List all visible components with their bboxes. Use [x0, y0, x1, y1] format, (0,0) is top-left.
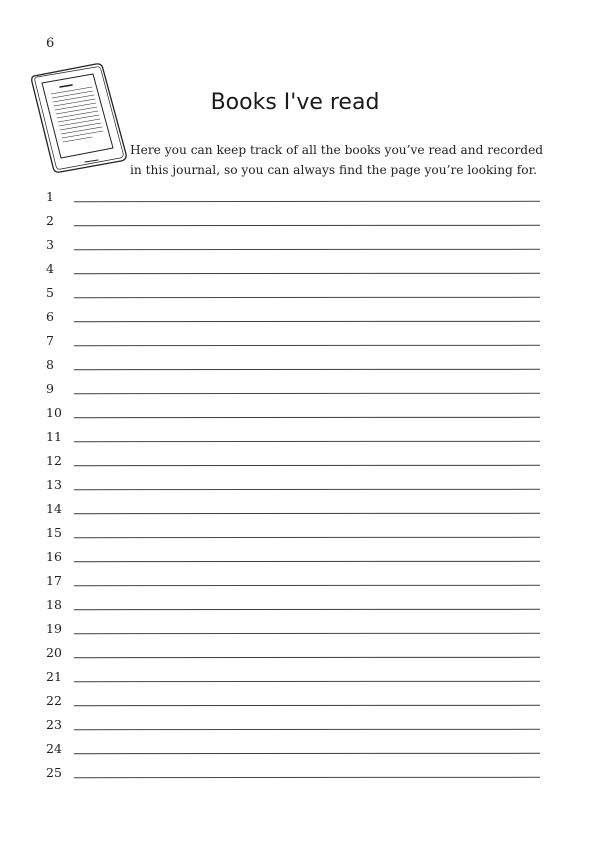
book-entry-row: [0, 234, 600, 258]
entry-number: 10: [46, 405, 62, 420]
entry-number: 20: [46, 645, 62, 660]
entry-write-line[interactable]: [74, 393, 540, 394]
entry-number: 15: [46, 525, 62, 540]
entry-number: 17: [46, 573, 62, 588]
entry-number: 12: [46, 453, 62, 468]
entry-number: 9: [46, 381, 54, 396]
book-entry-row: [0, 522, 600, 546]
entry-write-line[interactable]: [74, 753, 540, 754]
book-entry-row: [0, 210, 600, 234]
entry-number: 14: [46, 501, 62, 516]
intro-line: in this journal, so you can always find the page you’re looking for.: [130, 163, 537, 177]
entry-number: 18: [46, 597, 62, 612]
book-list: [0, 186, 600, 786]
page-title: Books I've read: [210, 90, 380, 115]
entry-number: 19: [46, 621, 62, 636]
book-entry-row: [0, 282, 600, 306]
entry-write-line[interactable]: [74, 297, 540, 298]
entry-write-line[interactable]: [74, 273, 540, 274]
intro-line: Here you can keep track of all the books you’ve read and recorded: [130, 143, 544, 157]
entry-number: 8: [46, 357, 54, 372]
book-entry-row: [0, 498, 600, 522]
entry-write-line[interactable]: [74, 681, 540, 682]
book-entry-row: [0, 546, 600, 570]
book-entry-row: [0, 258, 600, 282]
entry-write-line[interactable]: [74, 585, 540, 586]
entry-write-line[interactable]: [74, 345, 540, 346]
entry-write-line[interactable]: [74, 657, 540, 658]
entry-write-line[interactable]: [74, 225, 540, 226]
book-entry-row: [0, 570, 600, 594]
book-entry-row: [0, 690, 600, 714]
book-entry-row: [0, 666, 600, 690]
entry-number: 3: [46, 237, 54, 252]
entry-write-line[interactable]: [74, 489, 540, 490]
book-entry-row: [0, 378, 600, 402]
intro-text: [130, 140, 550, 180]
book-entry-row: [0, 714, 600, 738]
entry-number: 24: [46, 741, 62, 756]
entry-write-line[interactable]: [74, 321, 540, 322]
book-entry-row: [0, 642, 600, 666]
book-entry-row: [0, 354, 600, 378]
entry-write-line[interactable]: [74, 633, 540, 634]
entry-number: 4: [46, 261, 54, 276]
entry-number: 5: [46, 285, 54, 300]
entry-number: 22: [46, 693, 62, 708]
entry-number: 1: [46, 189, 54, 204]
entry-write-line[interactable]: [74, 417, 540, 418]
book-entry-row: [0, 618, 600, 642]
entry-number: 13: [46, 477, 62, 492]
entry-number: 11: [46, 429, 62, 444]
entry-write-line[interactable]: [74, 369, 540, 370]
entry-number: 21: [46, 669, 62, 684]
entry-write-line[interactable]: [74, 729, 540, 730]
entry-write-line[interactable]: [74, 513, 540, 514]
book-entry-row: [0, 330, 600, 354]
book-entry-row: [0, 594, 600, 618]
book-entry-row: [0, 306, 600, 330]
entry-number: 2: [46, 213, 54, 228]
entry-write-line[interactable]: [74, 561, 540, 562]
book-entry-row: [0, 186, 600, 210]
entry-write-line[interactable]: [74, 465, 540, 466]
entry-write-line[interactable]: [74, 609, 540, 610]
entry-write-line[interactable]: [74, 201, 540, 202]
book-entry-row: [0, 738, 600, 762]
entry-write-line[interactable]: [74, 705, 540, 706]
entry-number: 23: [46, 717, 62, 732]
entry-write-line[interactable]: [74, 441, 540, 442]
entry-write-line[interactable]: [74, 537, 540, 538]
book-entry-row: [0, 474, 600, 498]
book-entry-row: [0, 402, 600, 426]
entry-write-line[interactable]: [74, 777, 540, 778]
entry-number: 7: [46, 333, 54, 348]
book-entry-row: [0, 450, 600, 474]
ereader-icon: [30, 62, 130, 174]
book-entry-row: [0, 426, 600, 450]
entry-number: 6: [46, 309, 54, 324]
entry-write-line[interactable]: [74, 249, 540, 250]
book-entry-row: [0, 762, 600, 786]
entry-number: 16: [46, 549, 62, 564]
page-number: 6: [46, 36, 55, 51]
entry-number: 25: [46, 765, 62, 780]
